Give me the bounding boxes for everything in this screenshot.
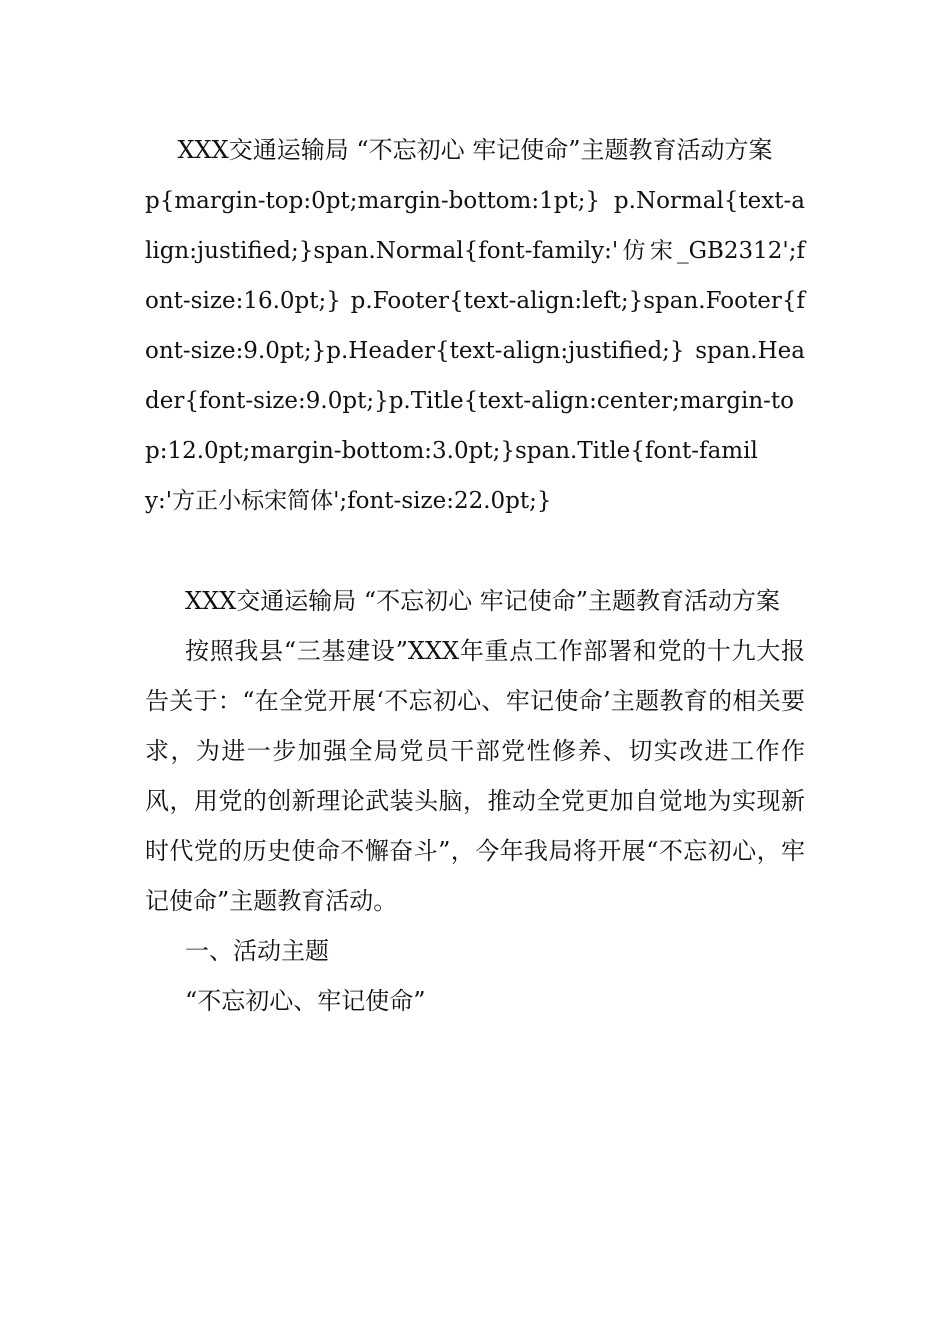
theme-paragraph: “不忘初心、牢记使命” (185, 987, 426, 1015)
css-leak-text: p{margin-top:0pt;margin-bottom:1pt;} p.Normal{text-align:justified;}span.Normal{font-family:'仿宋_GB2312';font-size:16.0pt;} p.Footer{text-align:left;}span.Footer{font-size:9.0pt;}p.Header{text-align:justified;} span.Header{font-size:9.0pt;}p.Title{text-align:center;margin-top:12.0pt;margin-bottom:3.0pt;}span.Title{font-family:'方正小标宋简体';font-size:22.0pt;} (145, 188, 805, 514)
section-heading-theme: 一、活动主题 (185, 937, 329, 965)
document-title: XXX交通运输局 “不忘初心 牢记使命”主题教育活动方案 (177, 136, 773, 164)
intro-paragraph: 按照我县“三基建设”XXX年重点工作部署和党的十九大报告关于：“在全党开展‘不忘初心、牢记使命’主题教育的相关要求，为进一步加强全局党员干部党性修养、切实改进工作作风，用党的创新理论武装头脑，推动全党更加自觉地为实现新时代党的历史使命不懈奋斗”，今年我局将开展“不忘初心，牢记使命”主题教育活动。 (145, 637, 805, 915)
blank-line (145, 526, 805, 576)
document-body (145, 124, 805, 1026)
subtitle-paragraph: XXX交通运输局 “不忘初心 牢记使命”主题教育活动方案 (185, 587, 781, 615)
